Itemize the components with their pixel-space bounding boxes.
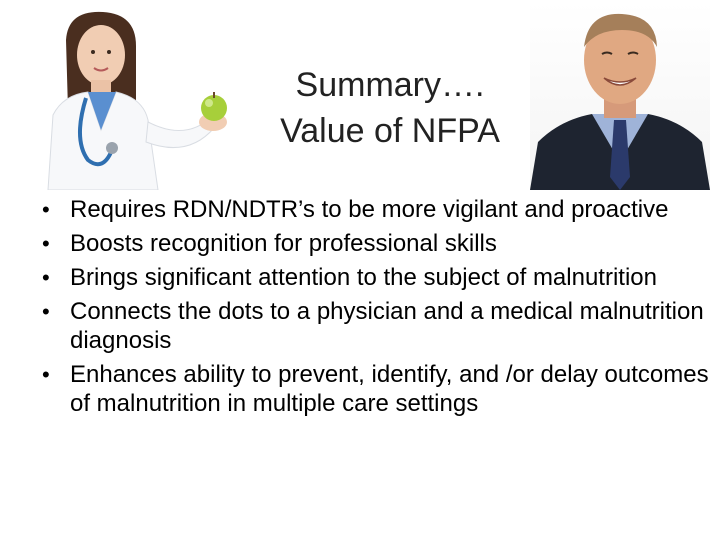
bullet-icon: • xyxy=(42,231,50,256)
bullet-item xyxy=(40,229,710,258)
bullet-item xyxy=(40,263,710,292)
slide-title-line1: Summary…. xyxy=(295,66,485,104)
bullet-icon: • xyxy=(42,299,50,324)
slide-title xyxy=(255,62,525,154)
female-clinician-illustration xyxy=(8,10,253,190)
bullet-text: Requires RDN/NDTR’s to be more vigilant and proactive xyxy=(70,196,669,223)
bullet-text: Boosts recognition for professional skills xyxy=(70,230,497,257)
bullet-item xyxy=(40,195,710,224)
bullet-icon: • xyxy=(42,197,50,222)
bullet-icon: • xyxy=(42,265,50,290)
bullet-list xyxy=(40,195,710,423)
slide-title-line2: Value of NFPA xyxy=(280,112,500,150)
man-in-suit-illustration xyxy=(530,2,710,190)
bullet-text: Connects the dots to a physician and a medical malnutrition diagnosis xyxy=(70,298,704,354)
bullet-text: Brings significant attention to the subject of malnutrition xyxy=(70,264,657,291)
photo-female-clinician xyxy=(8,10,253,190)
bullet-item xyxy=(40,297,710,355)
bullet-item xyxy=(40,360,710,418)
bullet-text: Enhances ability to prevent, identify, and /or delay outcomes of malnutrition in multiple care settings xyxy=(70,361,709,417)
bullet-icon: • xyxy=(42,362,50,387)
photo-man-in-suit xyxy=(530,2,710,190)
